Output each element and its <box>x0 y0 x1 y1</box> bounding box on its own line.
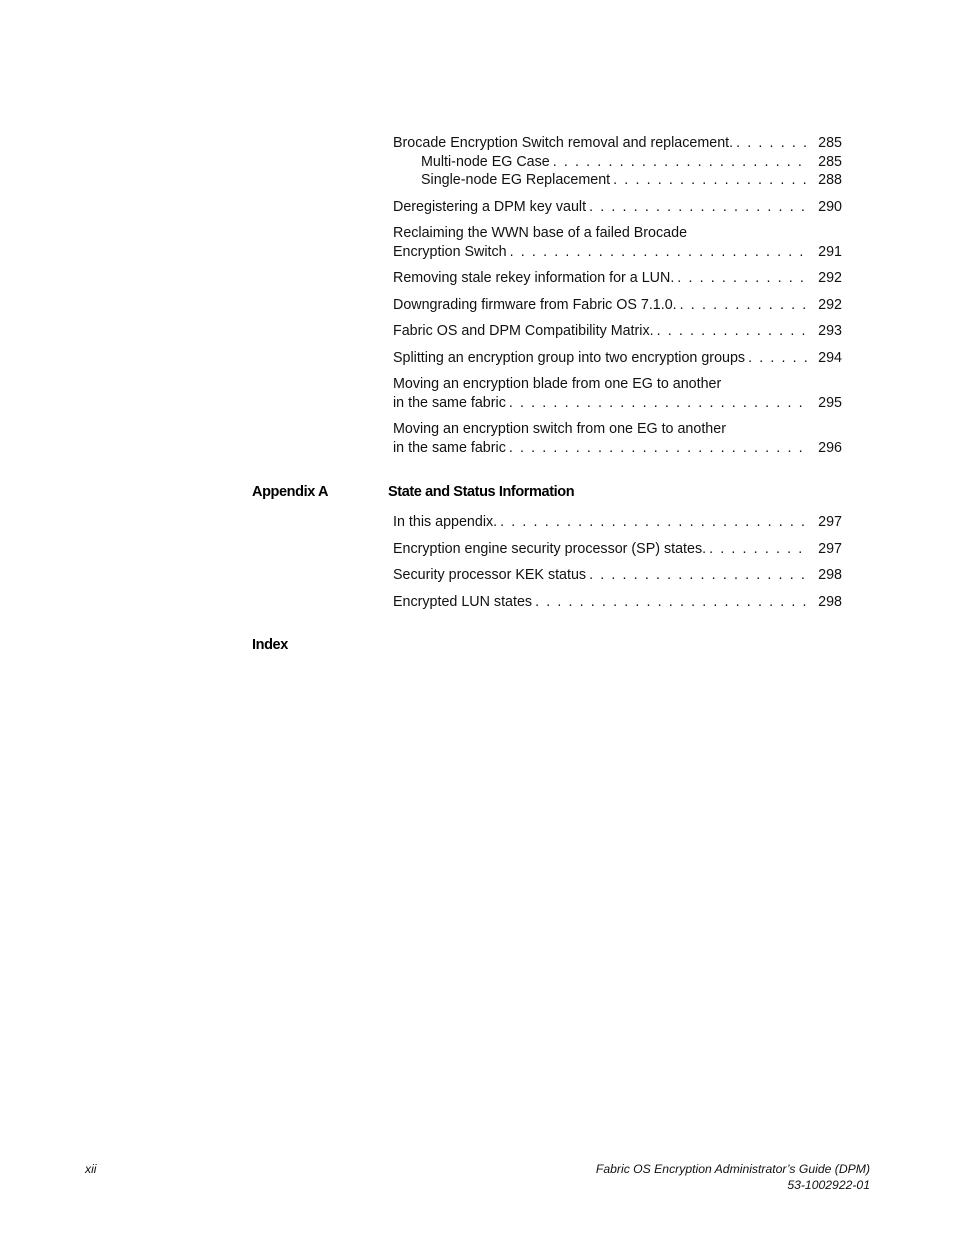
toc-entry-title-line: Moving an encryption blade from one EG to another <box>393 376 722 392</box>
toc-entry[interactable] <box>393 566 842 585</box>
toc-entry-page: 296 <box>818 439 842 456</box>
toc-entry-page: 288 <box>818 172 842 188</box>
toc-entry-title-line: Moving an encryption switch from one EG to another <box>393 421 726 437</box>
toc-entry[interactable] <box>393 540 842 559</box>
toc-entry-page: 292 <box>818 296 842 313</box>
toc-entry-title: Single-node EG Replacement <box>421 172 611 188</box>
toc-entry[interactable] <box>393 593 842 612</box>
toc-entry-title: in the same fabric <box>393 439 506 456</box>
toc-entry-page: 294 <box>818 349 842 366</box>
toc-entry[interactable] <box>393 349 842 368</box>
appendix-title: State and Status Information <box>388 484 575 500</box>
dot-leader <box>654 322 808 341</box>
toc-entry-title: In this appendix. <box>393 514 498 530</box>
toc-top <box>393 134 842 457</box>
toc-entry-page: 297 <box>818 540 842 557</box>
dot-leader <box>733 134 808 153</box>
toc-entry-page: 291 <box>818 243 842 260</box>
toc-entry[interactable] <box>393 322 842 341</box>
toc-entry-page: 292 <box>818 270 842 286</box>
footer-doc-number: 53-1002922-01 <box>787 1178 870 1192</box>
toc-entry[interactable] <box>393 375 842 412</box>
dot-leader <box>586 566 808 585</box>
toc-entry-title: Splitting an encryption group into two encryption groups <box>393 349 746 366</box>
toc-entry-title: Brocade Encryption Switch removal and replacement. <box>393 135 734 151</box>
footer-page-number: xii <box>85 1162 97 1176</box>
toc-entry-title: in the same fabric <box>393 394 506 411</box>
toc-entry[interactable] <box>393 296 842 315</box>
toc-entry[interactable] <box>393 224 842 261</box>
toc-entry-title: Security processor KEK status <box>393 567 587 583</box>
toc-entry-page: 298 <box>818 567 842 583</box>
toc-entry-title: Fabric OS and DPM Compatibility Matrix. <box>393 323 654 339</box>
dot-leader <box>610 171 808 190</box>
dot-leader <box>706 540 808 559</box>
toc-entry-title: Encrypted LUN states <box>393 593 533 610</box>
toc-entry-title: Downgrading firmware from Fabric OS 7.1.0. <box>393 296 677 313</box>
toc-entry-title-line: Reclaiming the WWN base of a failed Brocade <box>393 225 688 241</box>
toc-entry-page: 295 <box>818 394 842 411</box>
toc-entry[interactable] <box>393 198 842 217</box>
dot-leader <box>674 269 808 288</box>
toc-entry-page: 298 <box>818 593 842 610</box>
toc-entry[interactable] <box>393 269 842 288</box>
index-heading: Index <box>252 637 288 653</box>
toc-entry-page: 285 <box>818 135 842 151</box>
dot-leader <box>532 593 808 612</box>
toc-entry-title: Encryption engine security processor (SP) states. <box>393 540 707 557</box>
toc-entry-title: Deregistering a DPM key vault <box>393 198 587 215</box>
footer-doc-title: Fabric OS Encryption Administrator’s Guide (DPM) <box>595 1162 870 1176</box>
dot-leader <box>497 513 808 532</box>
appendix-label: Appendix A <box>252 484 329 500</box>
toc-entry-page: 285 <box>818 153 842 170</box>
dot-leader <box>586 198 808 217</box>
dot-leader <box>745 349 808 368</box>
dot-leader <box>677 296 808 315</box>
toc-entry[interactable] <box>393 134 842 153</box>
toc-entry-title: Removing stale rekey information for a LUN. <box>393 270 675 286</box>
dot-leader <box>550 153 808 172</box>
toc-entry[interactable] <box>393 153 842 172</box>
dot-leader <box>506 439 808 458</box>
toc-appendix <box>393 513 842 611</box>
toc-entry-title: Multi-node EG Case <box>421 153 550 170</box>
toc-entry-title: Encryption Switch <box>393 243 507 260</box>
toc-entry-page: 293 <box>818 323 842 339</box>
toc-entry[interactable] <box>393 513 842 532</box>
toc-entry[interactable] <box>393 171 842 190</box>
toc-entry-page: 297 <box>818 514 842 530</box>
toc-entry-page: 290 <box>818 198 842 215</box>
toc-entry[interactable] <box>393 420 842 457</box>
dot-leader <box>507 243 808 262</box>
dot-leader <box>506 394 808 413</box>
